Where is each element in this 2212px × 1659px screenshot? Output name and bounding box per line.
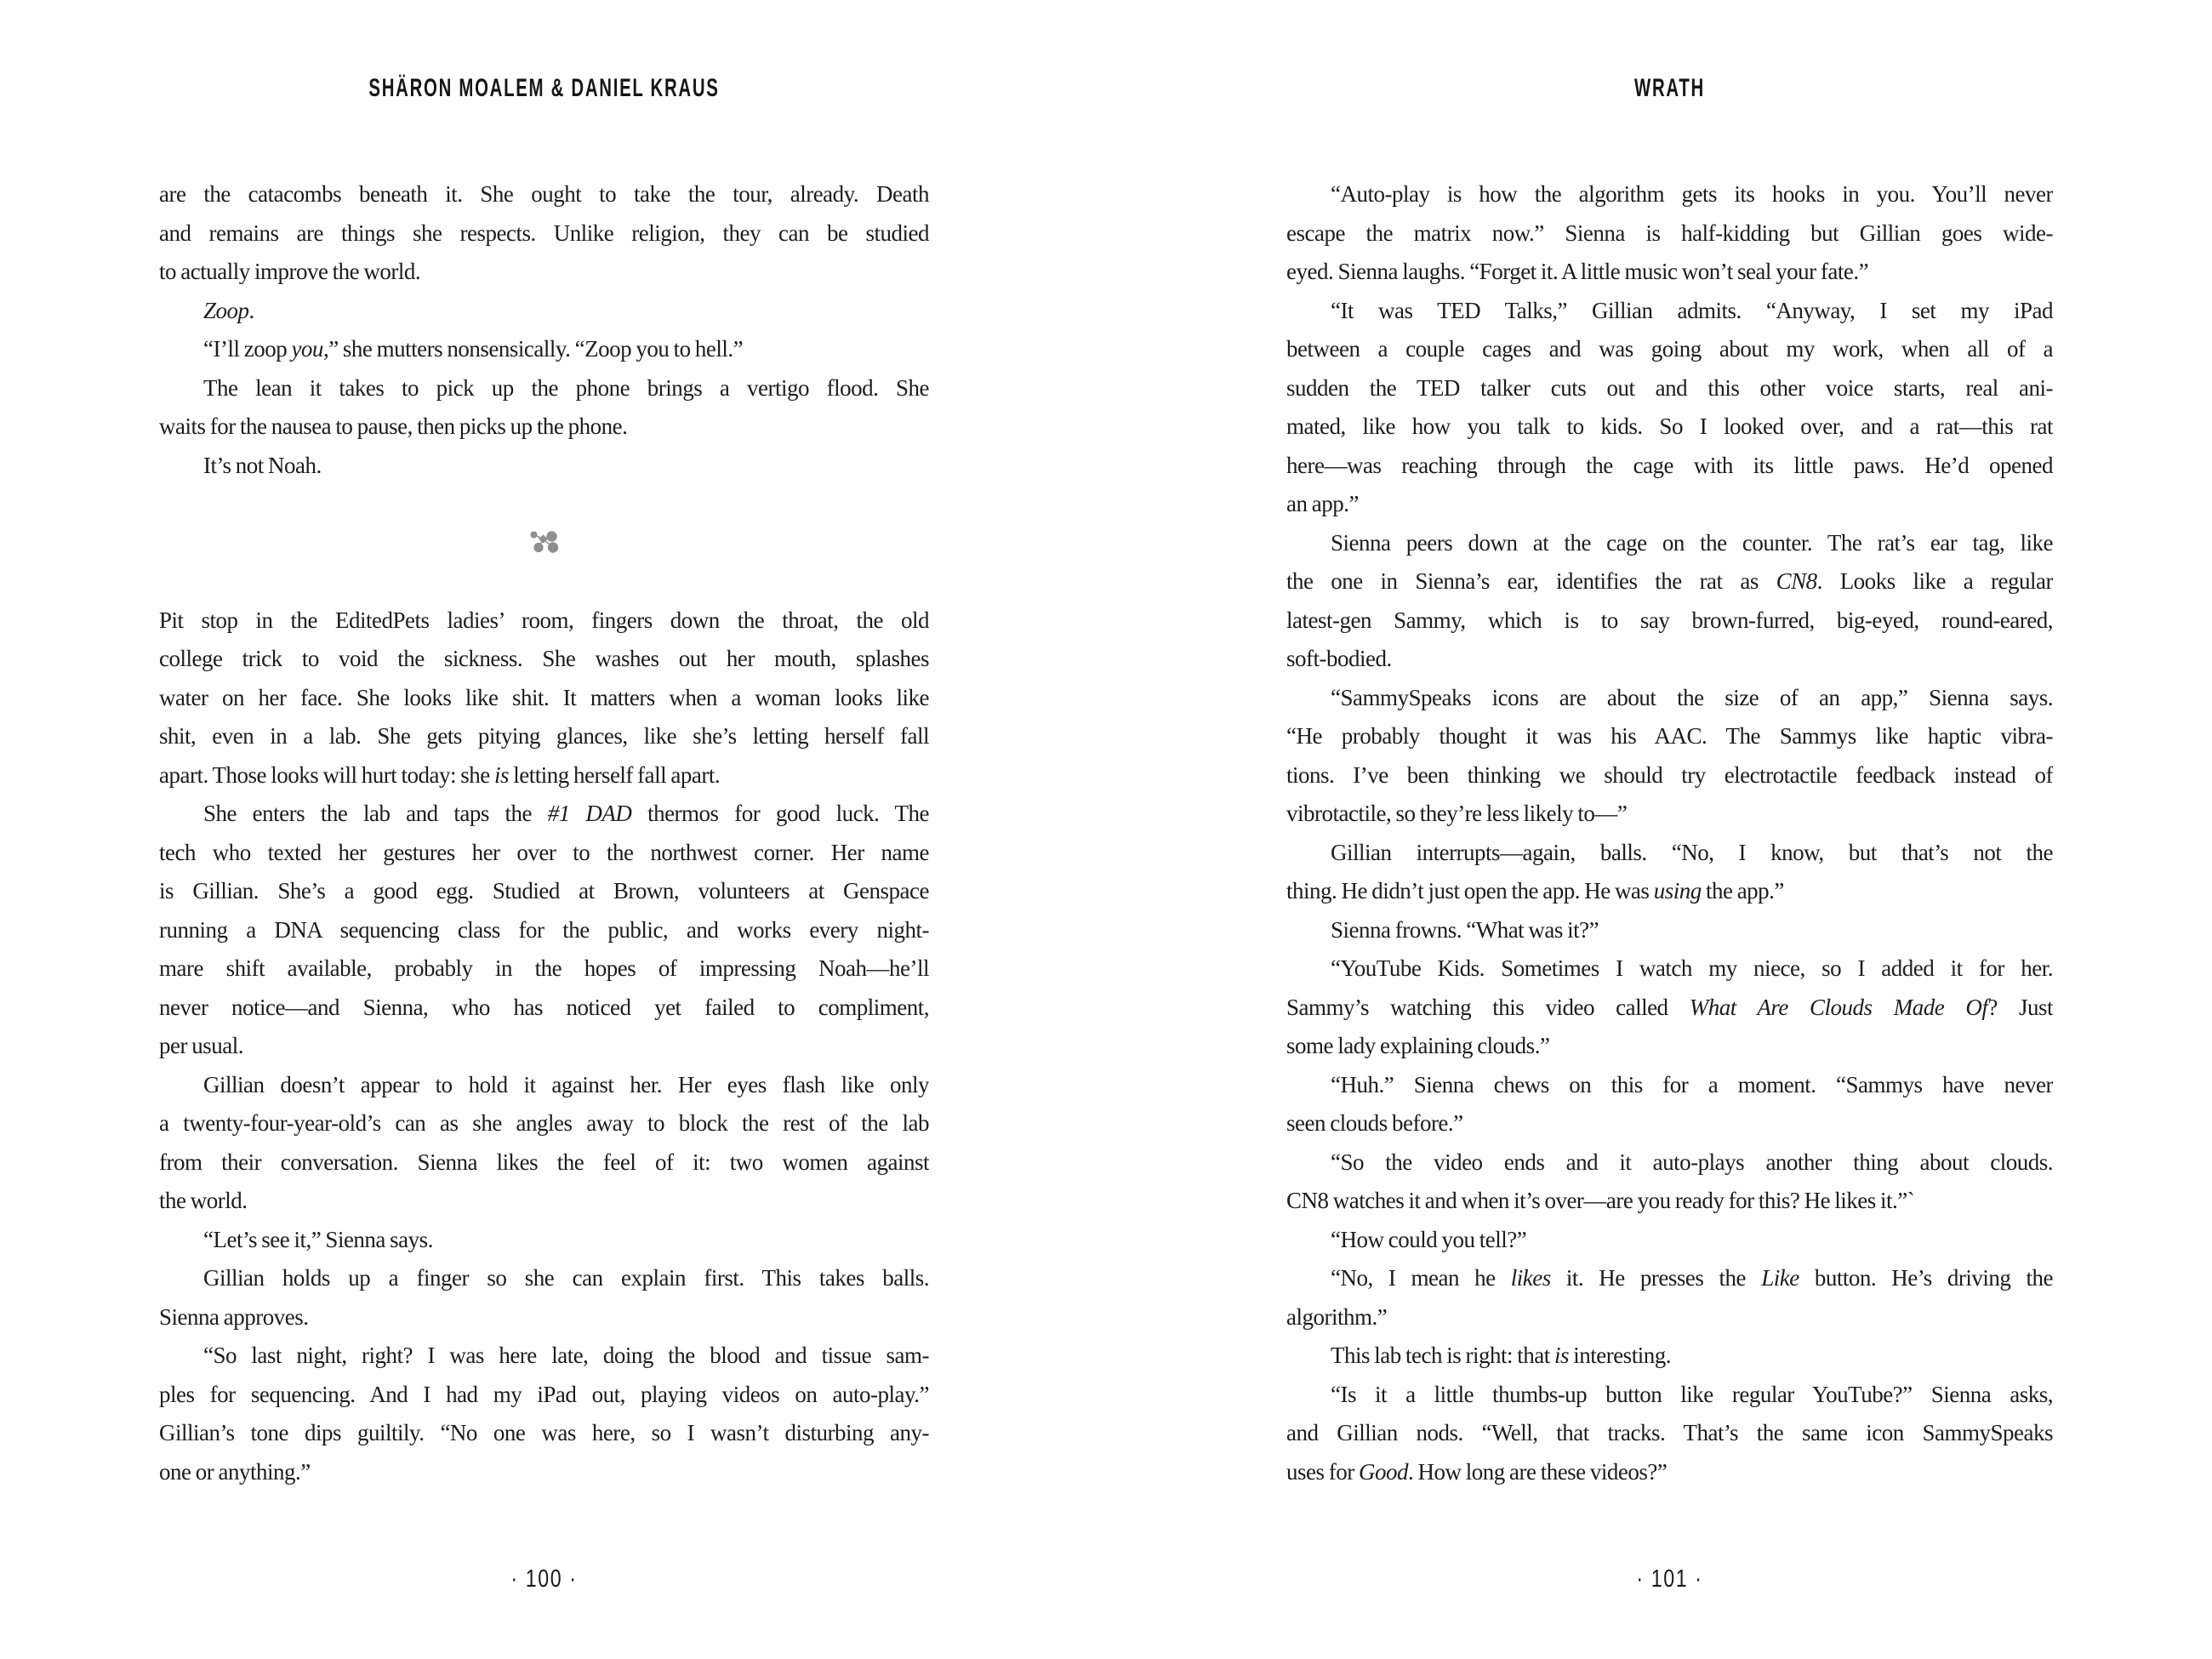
text-line: and remains are things she respects. Unlike religion, they can be studied <box>159 219 929 246</box>
text-line: thing. He didn’t just open the app. He was using the app.” <box>1286 878 1784 904</box>
page-left <box>159 0 929 1659</box>
running-header-author: SHÄRON MOALEM & DANIEL KRAUS <box>368 74 720 102</box>
page-number-right: · 101 · <box>1636 1565 1703 1593</box>
text-line: The lean it takes to pick up the phone brings a vertigo flood. She <box>203 374 929 401</box>
text-line: per usual. <box>159 1033 243 1058</box>
text-line: “No, I mean he likes it. He presses the Like button. He’s driving the <box>1331 1265 2053 1291</box>
page-right <box>1286 0 2053 1659</box>
text-line: shit, even in a lab. She gets pitying glances, like she’s letting herself fall <box>159 723 929 749</box>
text-line: “I’ll zoop you,” she mutters nonsensically. “Zoop you to hell.” <box>203 336 744 362</box>
text-line: is Gillian. She’s a good egg. Studied at Brown, volunteers at Genspace <box>159 878 929 904</box>
paragraph <box>159 795 929 1066</box>
paragraph <box>159 1066 929 1221</box>
text-line: a twenty-four-year-old’s can as she angles away to block the rest of the lab <box>159 1110 929 1136</box>
text-line: one or anything.” <box>159 1458 311 1485</box>
paragraph <box>159 601 929 795</box>
text-line: to actually improve the world. <box>159 259 421 284</box>
text-line: sudden the TED talker cuts out and this other voice starts, real ani- <box>1286 374 2053 401</box>
text-line: “Huh.” Sienna chews on this for a moment. “Sammys have never <box>1331 1071 2053 1097</box>
text-line: Sammy’s watching this video called What Are Clouds Made Of? Just <box>1286 994 2053 1020</box>
text-line: college trick to void the sickness. She washes out her mouth, splashes <box>159 646 929 671</box>
text-line: “So last night, right? I was here late, doing the blood and tissue sam- <box>203 1343 929 1368</box>
text-line: soft-bodied. <box>1286 646 1392 671</box>
text-line: “YouTube Kids. Sometimes I watch my niece, so I added it for her. <box>1331 955 2053 981</box>
paragraph <box>1286 1376 2053 1492</box>
text-line: running a DNA sequencing class for the public, and works every night- <box>159 916 929 943</box>
text-line: “Auto-play is how the algorithm gets its hooks in you. You’ll never <box>1331 181 2053 207</box>
text-line: “How could you tell?” <box>1331 1226 1527 1252</box>
text-line: “Let’s see it,” Sienna says. <box>203 1226 433 1252</box>
text-line: Gillian doesn’t appear to hold it against her. Her eyes flash like only <box>203 1071 929 1097</box>
paragraph <box>159 447 929 486</box>
text-line: It’s not Noah. <box>203 452 322 478</box>
text-line: are the catacombs beneath it. She ought to take the tour, already. Death <box>159 181 929 207</box>
text-line: some lady explaining clouds.” <box>1286 1033 1550 1058</box>
paragraph <box>1286 679 2053 834</box>
text-line: waits for the nausea to pause, then picks up the phone. <box>159 413 628 439</box>
text-line: Gillian holds up a finger so she can explain first. This takes balls. <box>203 1265 929 1291</box>
text-line: an app.” <box>1286 491 1359 516</box>
text-line: Gillian’s tone dips guiltily. “No one was here, so I wasn’t disturbing any- <box>159 1420 929 1445</box>
text-line: “SammySpeaks icons are about the size of an app,” Sienna says. <box>1331 684 2053 710</box>
text-line: Sienna approves. <box>159 1303 309 1330</box>
paragraph <box>159 1221 929 1260</box>
paragraph <box>1286 1143 2053 1221</box>
text-line: Sienna peers down at the cage on the counter. The rat’s ear tag, like <box>1331 529 2053 556</box>
text-line: vibrotactile, so they’re less likely to—” <box>1286 801 1628 826</box>
paragraph <box>159 369 929 447</box>
text-line: Gillian interrupts—again, balls. “No, I know, but that’s not the <box>1331 839 2053 865</box>
running-header-title: WRATH <box>1634 74 1705 102</box>
section-divider <box>159 485 929 601</box>
text-line: “Is it a little thumbs-up button like regular YouTube?” Sienna asks, <box>1331 1381 2053 1407</box>
paragraph <box>1286 1066 2053 1143</box>
text-line: water on her face. She looks like shit. It matters when a woman looks like <box>159 684 929 710</box>
text-line: apart. Those looks will hurt today: she is letting herself fall apart. <box>159 761 721 788</box>
text-line: algorithm.” <box>1286 1303 1388 1330</box>
text-line: the one in Sienna’s ear, identifies the rat as CN8. Looks like a regular <box>1286 568 2053 594</box>
text-line: between a couple cages and was going about my work, when all of a <box>1286 336 2053 362</box>
paragraph <box>159 1337 929 1491</box>
text-line: tions. I’ve been thinking we should try electrotactile feedback instead of <box>1286 761 2053 788</box>
page-body-right <box>1286 175 2053 1491</box>
paragraph <box>1286 834 2053 911</box>
text-line: from their conversation. Sienna likes the feel of it: two women against <box>159 1149 929 1175</box>
paragraph <box>1286 911 2053 950</box>
text-line: Zoop. <box>203 297 254 323</box>
paragraph <box>159 1259 929 1337</box>
paragraph <box>159 292 929 331</box>
text-line: Pit stop in the EditedPets ladies’ room, fingers down the throat, the old <box>159 607 929 633</box>
text-line: ples for sequencing. And I had my iPad out, playing videos on auto-play.” <box>159 1381 929 1407</box>
text-line: the world. <box>159 1188 248 1213</box>
paragraph <box>159 175 929 292</box>
paragraph <box>1286 524 2053 679</box>
text-line: seen clouds before.” <box>1286 1110 1463 1136</box>
page-body-left <box>159 175 929 1491</box>
text-line: “It was TED Talks,” Gillian admits. “Anyway, I set my iPad <box>1331 297 2053 323</box>
text-line: She enters the lab and taps the #1 DAD thermos for good luck. The <box>203 801 929 826</box>
text-line: mare shift available, probably in the hopes of impressing Noah—he’ll <box>159 955 929 981</box>
paragraph <box>1286 949 2053 1066</box>
text-line: “He probably thought it was his AAC. The Sammys like haptic vibra- <box>1286 723 2053 749</box>
paragraph <box>1286 292 2053 524</box>
text-line: eyed. Sienna laughs. “Forget it. A little music won’t seal your fate.” <box>1286 259 1869 284</box>
molecule-cluster-ornament-icon <box>528 530 561 556</box>
text-line: never notice—and Sienna, who has noticed yet failed to compliment, <box>159 994 929 1020</box>
page-number-left: · 100 · <box>510 1565 578 1593</box>
paragraph <box>1286 1221 2053 1260</box>
paragraph <box>1286 1259 2053 1337</box>
text-line: tech who texted her gestures her over to the northwest corner. Her name <box>159 839 929 865</box>
paragraph <box>1286 1337 2053 1376</box>
text-line: and Gillian nods. “Well, that tracks. That’s the same icon SammySpeaks <box>1286 1420 2053 1445</box>
text-line: here—was reaching through the cage with its little paws. He’d opened <box>1286 452 2053 478</box>
paragraph <box>1286 175 2053 292</box>
text-line: “So the video ends and it auto-plays another thing about clouds. <box>1331 1149 2053 1175</box>
text-line: CN8 watches it and when it’s over—are you ready for this? He likes it.”` <box>1286 1188 1915 1213</box>
text-line: This lab tech is right: that is interesting. <box>1331 1343 1671 1368</box>
paragraph <box>159 330 929 369</box>
text-line: latest-gen Sammy, which is to say brown-furred, big-eyed, round-eared, <box>1286 607 2053 633</box>
text-line: escape the matrix now.” Sienna is half-kidding but Gillian goes wide- <box>1286 219 2053 246</box>
text-line: Sienna frowns. “What was it?” <box>1331 916 1599 943</box>
text-line: uses for Good. How long are these videos?” <box>1286 1458 1668 1485</box>
text-line: mated, like how you talk to kids. So I looked over, and a rat—this rat <box>1286 413 2053 439</box>
